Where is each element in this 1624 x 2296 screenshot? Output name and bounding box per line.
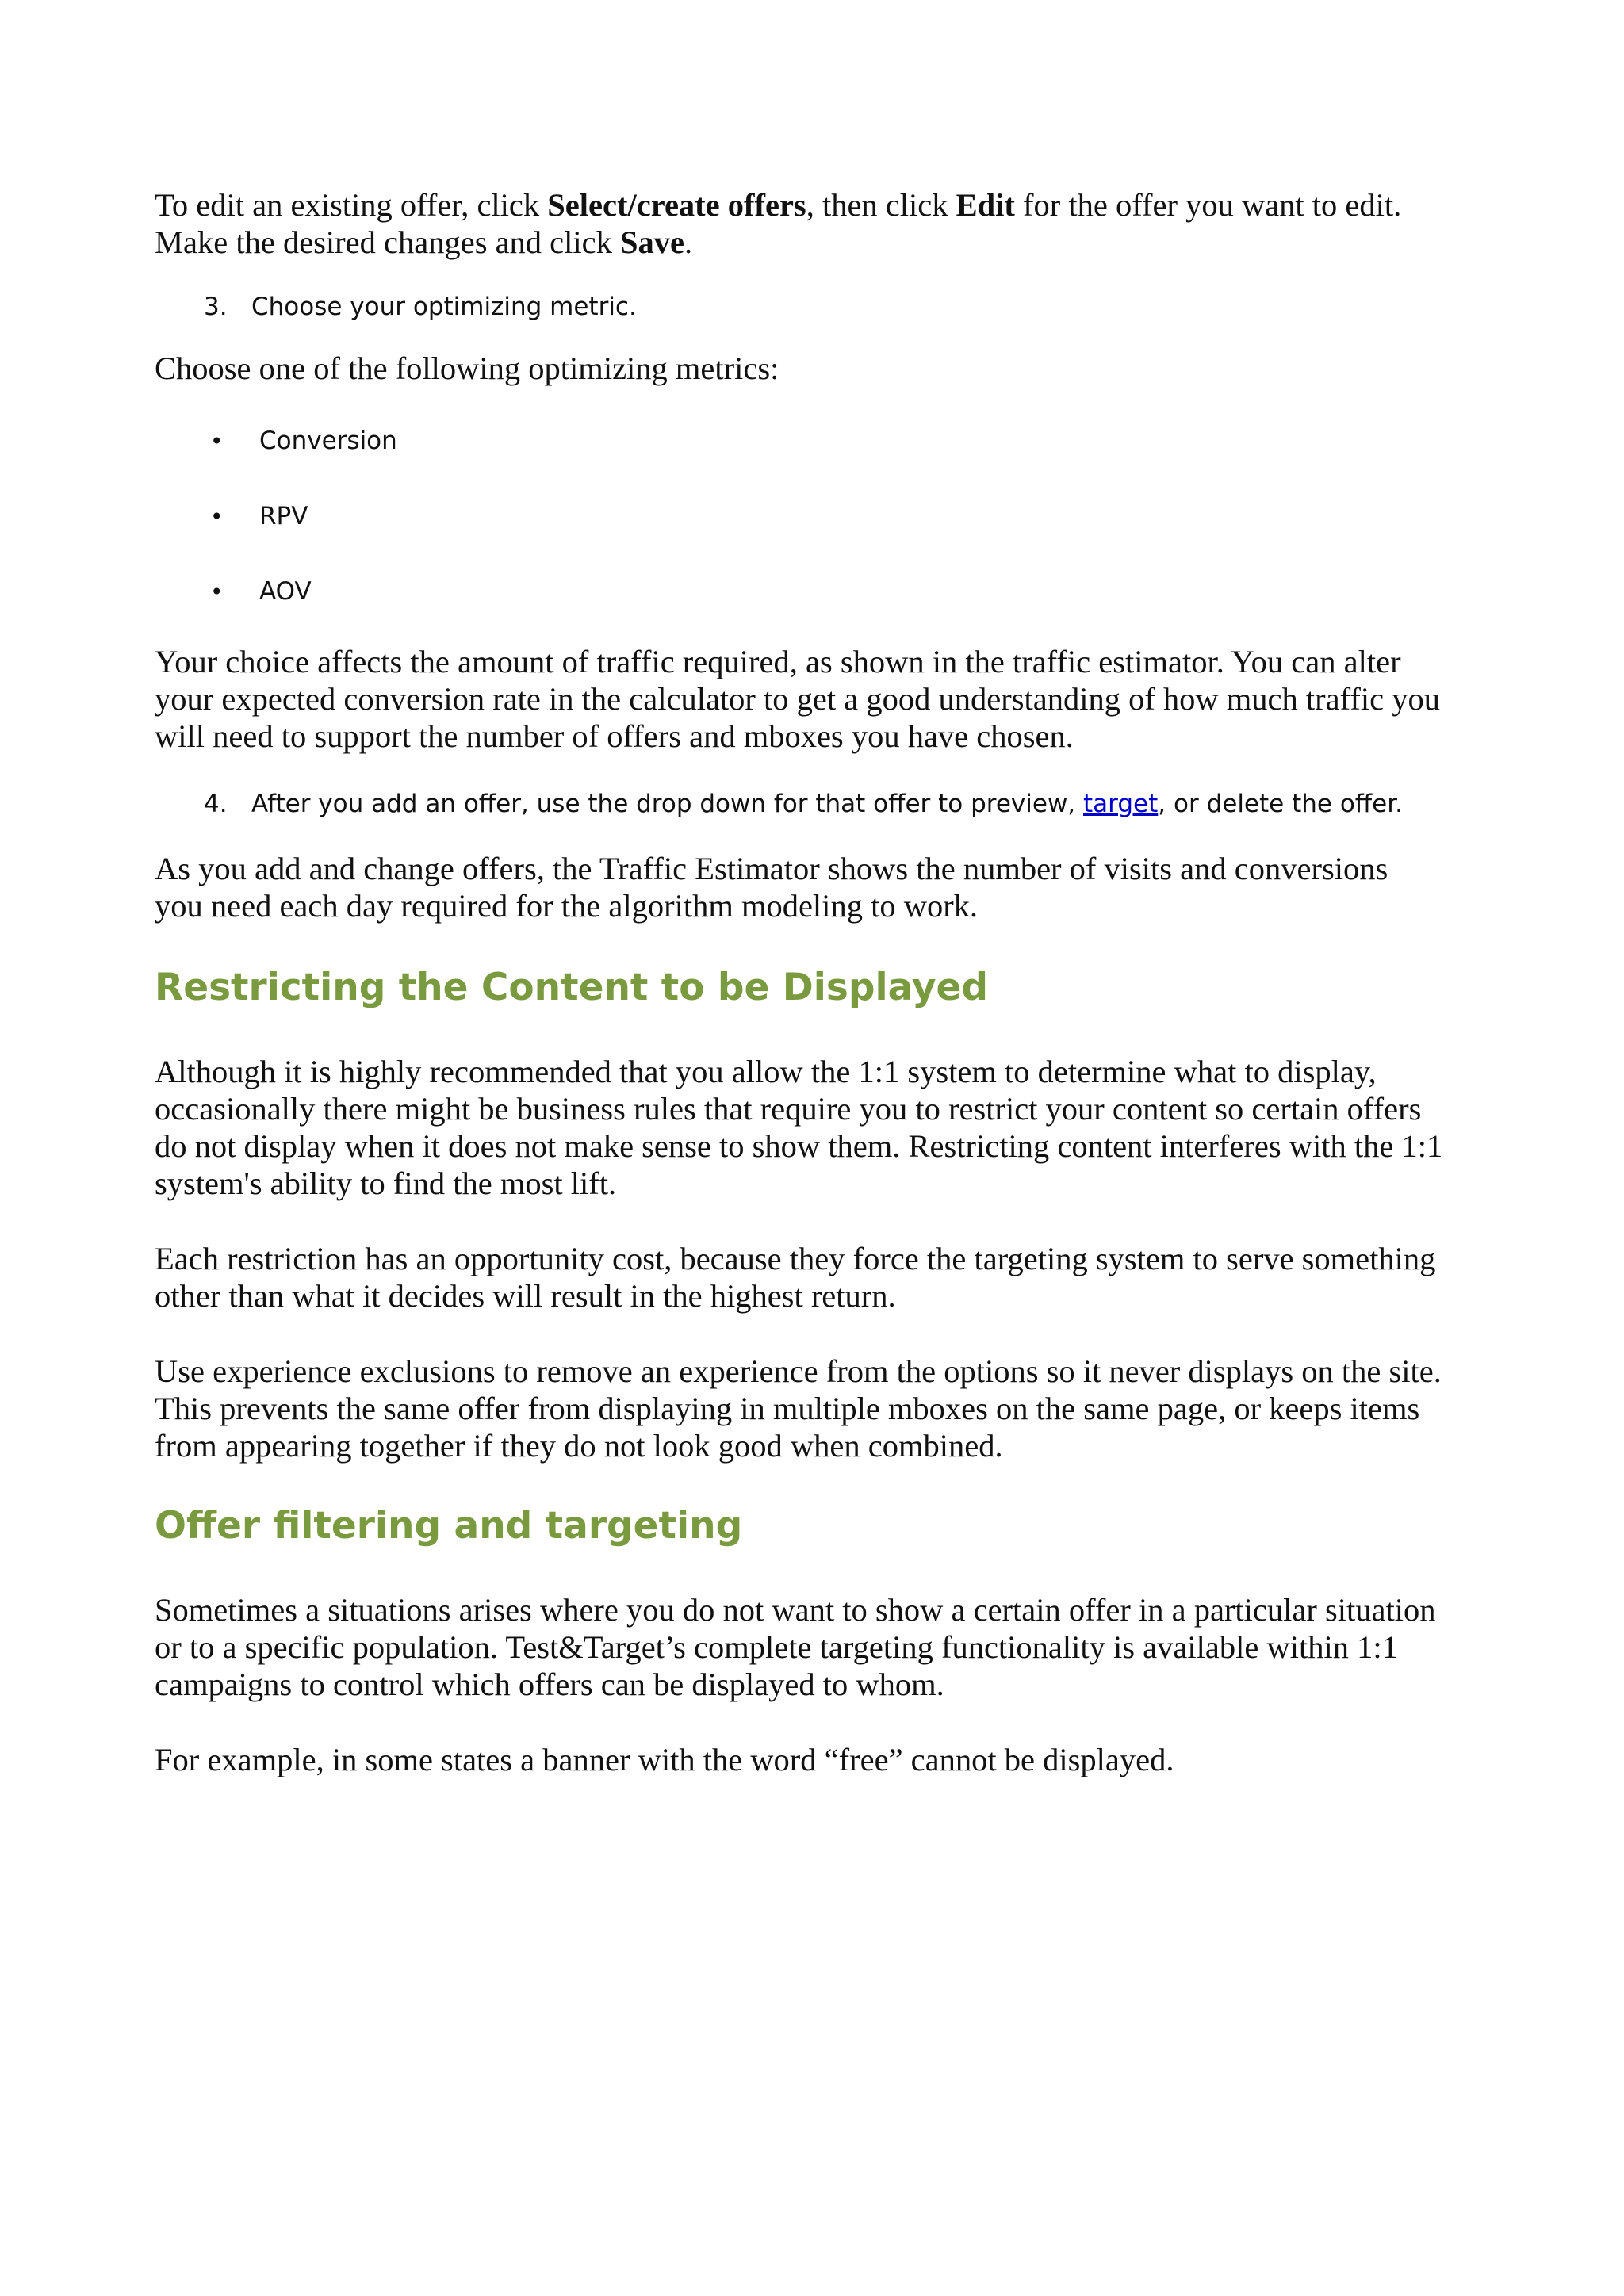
text-line: As you add and change offers, the Traffic Estimator shows the number of visits and conversions [155, 851, 1388, 886]
step-text [251, 788, 1403, 820]
step-number: 3. [204, 293, 228, 321]
bullet-icon: • [210, 503, 224, 530]
bullet-icon: • [210, 428, 224, 454]
text-line: occasionally there might be business rules that require you to restrict your content so certain offers [155, 1091, 1422, 1127]
text-run: . [684, 224, 693, 260]
situations-paragraph [155, 1591, 1471, 1703]
text-line: you need each day required for the algorithm modeling to work. [155, 888, 979, 924]
save-label: Save [620, 224, 685, 260]
text-run: After you add an offer, use the drop down for that offer to preview, [251, 790, 1084, 818]
example-paragraph: For example, in some states a banner with the word “free” cannot be displayed. [155, 1742, 1174, 1777]
list-item-aov [155, 576, 1471, 608]
opportunity-cost-paragraph [155, 1240, 1471, 1314]
step-3-item [155, 291, 1471, 323]
exclusions-paragraph [155, 1353, 1471, 1464]
estimator-paragraph [155, 850, 1471, 924]
list-item-text: AOV [259, 577, 312, 606]
traffic-paragraph [155, 643, 1471, 755]
document-content [155, 186, 1471, 1778]
text-line: Although it is highly recommended that you allow the 1:1 system to determine what to display, [155, 1054, 1377, 1089]
text-line: Use experience exclusions to remove an experience from the options so it never displays on the site. [155, 1353, 1442, 1389]
text-run: for the offer you want to edit. [1014, 187, 1402, 223]
text-line: other than what it decides will result in the highest return. [155, 1278, 896, 1314]
choose-metrics-paragraph: Choose one of the following optimizing metrics: [155, 350, 779, 386]
step-4-item [155, 788, 1471, 820]
text-run: Make the desired changes and click [155, 224, 621, 260]
restricting-paragraph [155, 1053, 1471, 1202]
text-line: do not display when it does not make sense to show them. Restricting content interferes with the 1:1 [155, 1128, 1443, 1164]
list-item-text: RPV [259, 502, 308, 530]
restricting-content-heading: Restricting the Content to be Displayed [155, 966, 989, 1009]
list-item-conversion [155, 425, 1471, 457]
text-line: Your choice affects the amount of traffic required, as shown in the traffic estimator. You can alter [155, 644, 1401, 679]
text-line: This prevents the same offer from displaying in multiple mboxes on the same page, or keeps items [155, 1391, 1420, 1426]
list-item-rpv [155, 500, 1471, 533]
text-line: system's ability to find the most lift. [155, 1165, 617, 1201]
text-line: will need to support the number of offers and mboxes you have chosen. [155, 718, 1074, 754]
step-number: 4. [204, 790, 228, 818]
text-run: To edit an existing offer, click [155, 187, 548, 223]
text-run: , or delete the offer. [1158, 790, 1403, 818]
text-line: Each restriction has an opportunity cost, because they force the targeting system to serve something [155, 1241, 1436, 1276]
select-create-offers-label: Select/create offers [547, 187, 806, 223]
list-item-text: Conversion [259, 427, 397, 455]
edit-offer-paragraph [155, 186, 1471, 261]
target-link[interactable]: target [1083, 790, 1159, 818]
text-line: or to a specific population. Test&Target’s complete targeting functionality is available within 1:1 [155, 1629, 1398, 1665]
text-line: Sometimes a situations arises where you do not want to show a certain offer in a particular situation [155, 1592, 1436, 1628]
text-line: your expected conversion rate in the calculator to get a good understanding of how much traffic you [155, 681, 1440, 717]
bullet-icon: • [210, 579, 224, 605]
edit-label: Edit [956, 187, 1015, 223]
offer-filtering-heading: Offer filtering and targeting [155, 1504, 743, 1548]
text-run: , then click [806, 187, 956, 223]
text-line: campaigns to control which offers can be displayed to whom. [155, 1667, 944, 1702]
text-line: from appearing together if they do not look good when combined. [155, 1428, 1003, 1464]
step-text: Choose your optimizing metric. [251, 293, 637, 321]
